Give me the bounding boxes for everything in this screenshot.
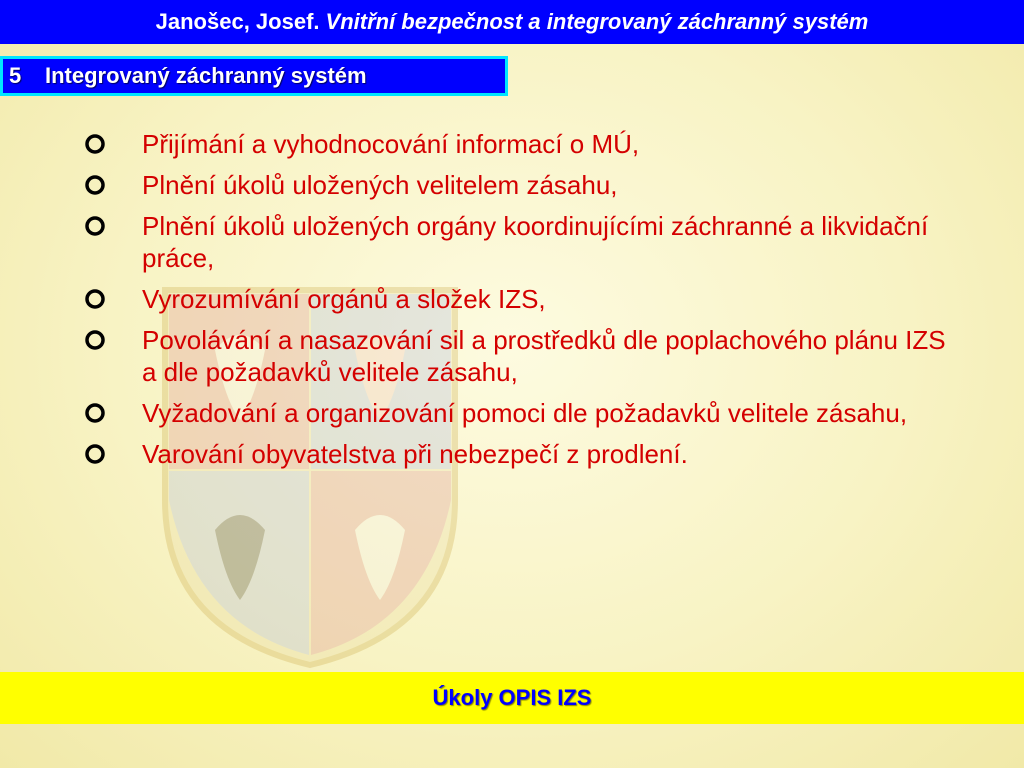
list-item — [80, 283, 960, 315]
list-item-text: Plnění úkolů uložených velitelem zásahu, — [142, 170, 618, 200]
list-item — [80, 324, 960, 388]
bullet-list — [80, 128, 960, 479]
section-header — [0, 56, 508, 96]
list-item — [80, 438, 960, 470]
hollow-circle-bullet-icon — [80, 210, 142, 242]
hollow-circle-bullet-icon — [80, 324, 142, 356]
list-item-text: Povolávání a nasazování sil a prostředků dle poplachového plánu IZS a dle požadavků velitele zásahu, — [142, 325, 946, 387]
top-banner — [0, 0, 1024, 44]
list-item — [80, 210, 960, 274]
hollow-circle-bullet-icon — [80, 128, 142, 160]
section-number: 5 — [9, 63, 22, 88]
presentation-title: Vnitřní bezpečnost a integrovaný záchranný systém — [325, 9, 869, 34]
list-item-text: Vyžadování a organizování pomoci dle požadavků velitele zásahu, — [142, 398, 908, 428]
list-item-text: Přijímání a vyhodnocování informací o MÚ, — [142, 129, 640, 159]
hollow-circle-bullet-icon — [80, 397, 142, 429]
author-name: Janošec, Josef. — [155, 9, 320, 34]
list-item-text: Vyrozumívání orgánů a složek IZS, — [142, 284, 546, 314]
footer-bar — [0, 672, 1024, 724]
hollow-circle-bullet-icon — [80, 438, 142, 470]
list-item-text: Plnění úkolů uložených orgány koordinujícími záchranné a likvidační práce, — [142, 211, 929, 273]
list-item — [80, 169, 960, 201]
list-item — [80, 128, 960, 160]
hollow-circle-bullet-icon — [80, 283, 142, 315]
list-item — [80, 397, 960, 429]
footer-label: Úkoly OPIS IZS — [432, 685, 592, 710]
list-item-text: Varování obyvatelstva při nebezpečí z prodlení. — [142, 439, 688, 469]
hollow-circle-bullet-icon — [80, 169, 142, 201]
section-title: Integrovaný záchranný systém — [45, 63, 367, 88]
